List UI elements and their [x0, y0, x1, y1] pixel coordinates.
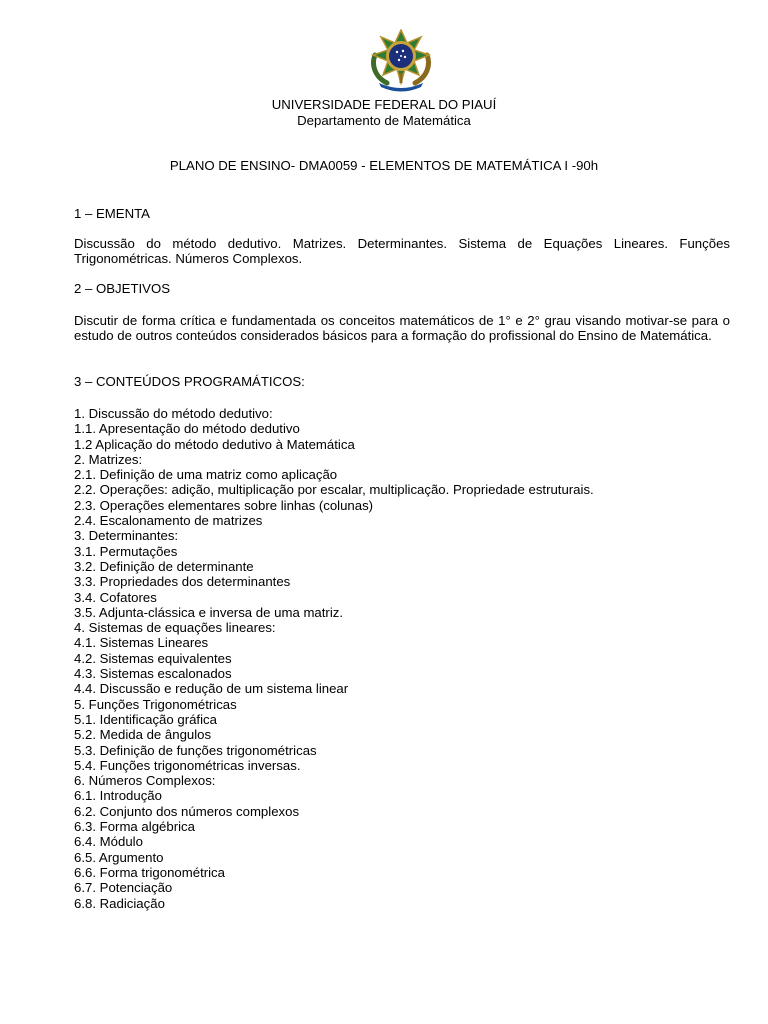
brazil-coat-of-arms-icon	[367, 29, 435, 93]
section-heading-objetivos: 2 – OBJETIVOS	[74, 281, 171, 296]
contents-list-item: 5.3. Definição de funções trigonométricas	[74, 742, 317, 758]
contents-list-item: 1. Discussão do método dedutivo:	[74, 406, 273, 421]
institution-name: UNIVERSIDADE FEDERAL DO PIAUÍ	[271, 97, 497, 112]
document-title: PLANO DE ENSINO- DMA0059 - ELEMENTOS DE MATEMÁTICA I -90h	[169, 158, 599, 173]
contents-list-item: 2.1. Definição de uma matriz como aplicação	[74, 467, 338, 483]
contents-list-item: 3.3. Propriedades dos determinantes	[74, 574, 291, 590]
contents-list-item: 3. Determinantes:	[74, 528, 179, 544]
contents-list-item: 2.2. Operações: adição, multiplicação por escalar, multiplicação. Propriedade estruturais.	[74, 482, 594, 498]
contents-list-item: 2.3. Operações elementares sobre linhas (colunas)	[74, 497, 374, 513]
contents-list-item: 2.4. Escalonamento de matrizes	[74, 513, 263, 529]
section-text-objetivos: Discutir de forma crítica e fundamentada os conceitos matemáticos de 1° e 2° grau visando motivar-se para o estudo de outros conteúdos considerados básicos para a formação do profissional do Ensino de Matemática.	[74, 313, 730, 344]
department-name: Departamento de Matemática	[297, 113, 471, 128]
contents-list-item: 6.7. Potenciação	[74, 880, 173, 896]
section-heading-ementa: 1 – EMENTA	[74, 206, 150, 221]
contents-list-item: 4.1. Sistemas Lineares	[74, 635, 209, 651]
contents-list-item: 6.1. Introdução	[74, 788, 162, 804]
contents-list-item: 4. Sistemas de equações lineares:	[74, 620, 276, 636]
contents-list-item: 1.2 Aplicação do método dedutivo à Matemática	[74, 436, 355, 452]
contents-list-item: 6. Números Complexos:	[74, 773, 216, 789]
contents-list-item: 5.2. Medida de ângulos	[74, 727, 212, 743]
section-heading-conteudos: 3 – CONTEÚDOS PROGRAMÁTICOS:	[74, 374, 305, 389]
contents-list-item: 3.5. Adjunta-clássica e inversa de uma matriz.	[74, 604, 344, 620]
contents-list-item: 4.3. Sistemas escalonados	[74, 666, 232, 682]
contents-list-item: 3.1. Permutações	[74, 543, 178, 559]
contents-list-item: 6.5. Argumento	[74, 849, 164, 865]
contents-list-item: 6.3. Forma algébrica	[74, 819, 195, 835]
contents-list-item: 3.4. Cofatores	[74, 589, 157, 605]
contents-list-item: 4.4. Discussão e redução de um sistema linear	[74, 681, 349, 697]
contents-list	[74, 406, 730, 911]
contents-list-item: 5.4. Funções trigonométricas inversas.	[74, 757, 301, 773]
contents-list-item: 5. Funções Trigonométricas	[74, 696, 237, 712]
contents-list-item: 3.2. Definição de determinante	[74, 558, 254, 574]
contents-list-item: 2. Matrizes:	[74, 451, 143, 467]
contents-list-item: 6.6. Forma trigonométrica	[74, 864, 225, 880]
contents-list-item: 4.2. Sistemas equivalentes	[74, 650, 232, 666]
contents-list-item: 6.4. Módulo	[74, 834, 143, 850]
contents-list-item: 6.8. Radiciação	[74, 895, 165, 911]
contents-list-item: 6.2. Conjunto dos números complexos	[74, 803, 300, 819]
contents-list-item: 5.1. Identificação gráfica	[74, 711, 217, 727]
section-text-ementa: Discussão do método dedutivo. Matrizes. Determinantes. Sistema de Equações Lineares. Funções Trigonométricas. Números Complexos.	[74, 236, 730, 267]
contents-list-item: 1.1. Apresentação do método dedutivo	[74, 421, 300, 437]
